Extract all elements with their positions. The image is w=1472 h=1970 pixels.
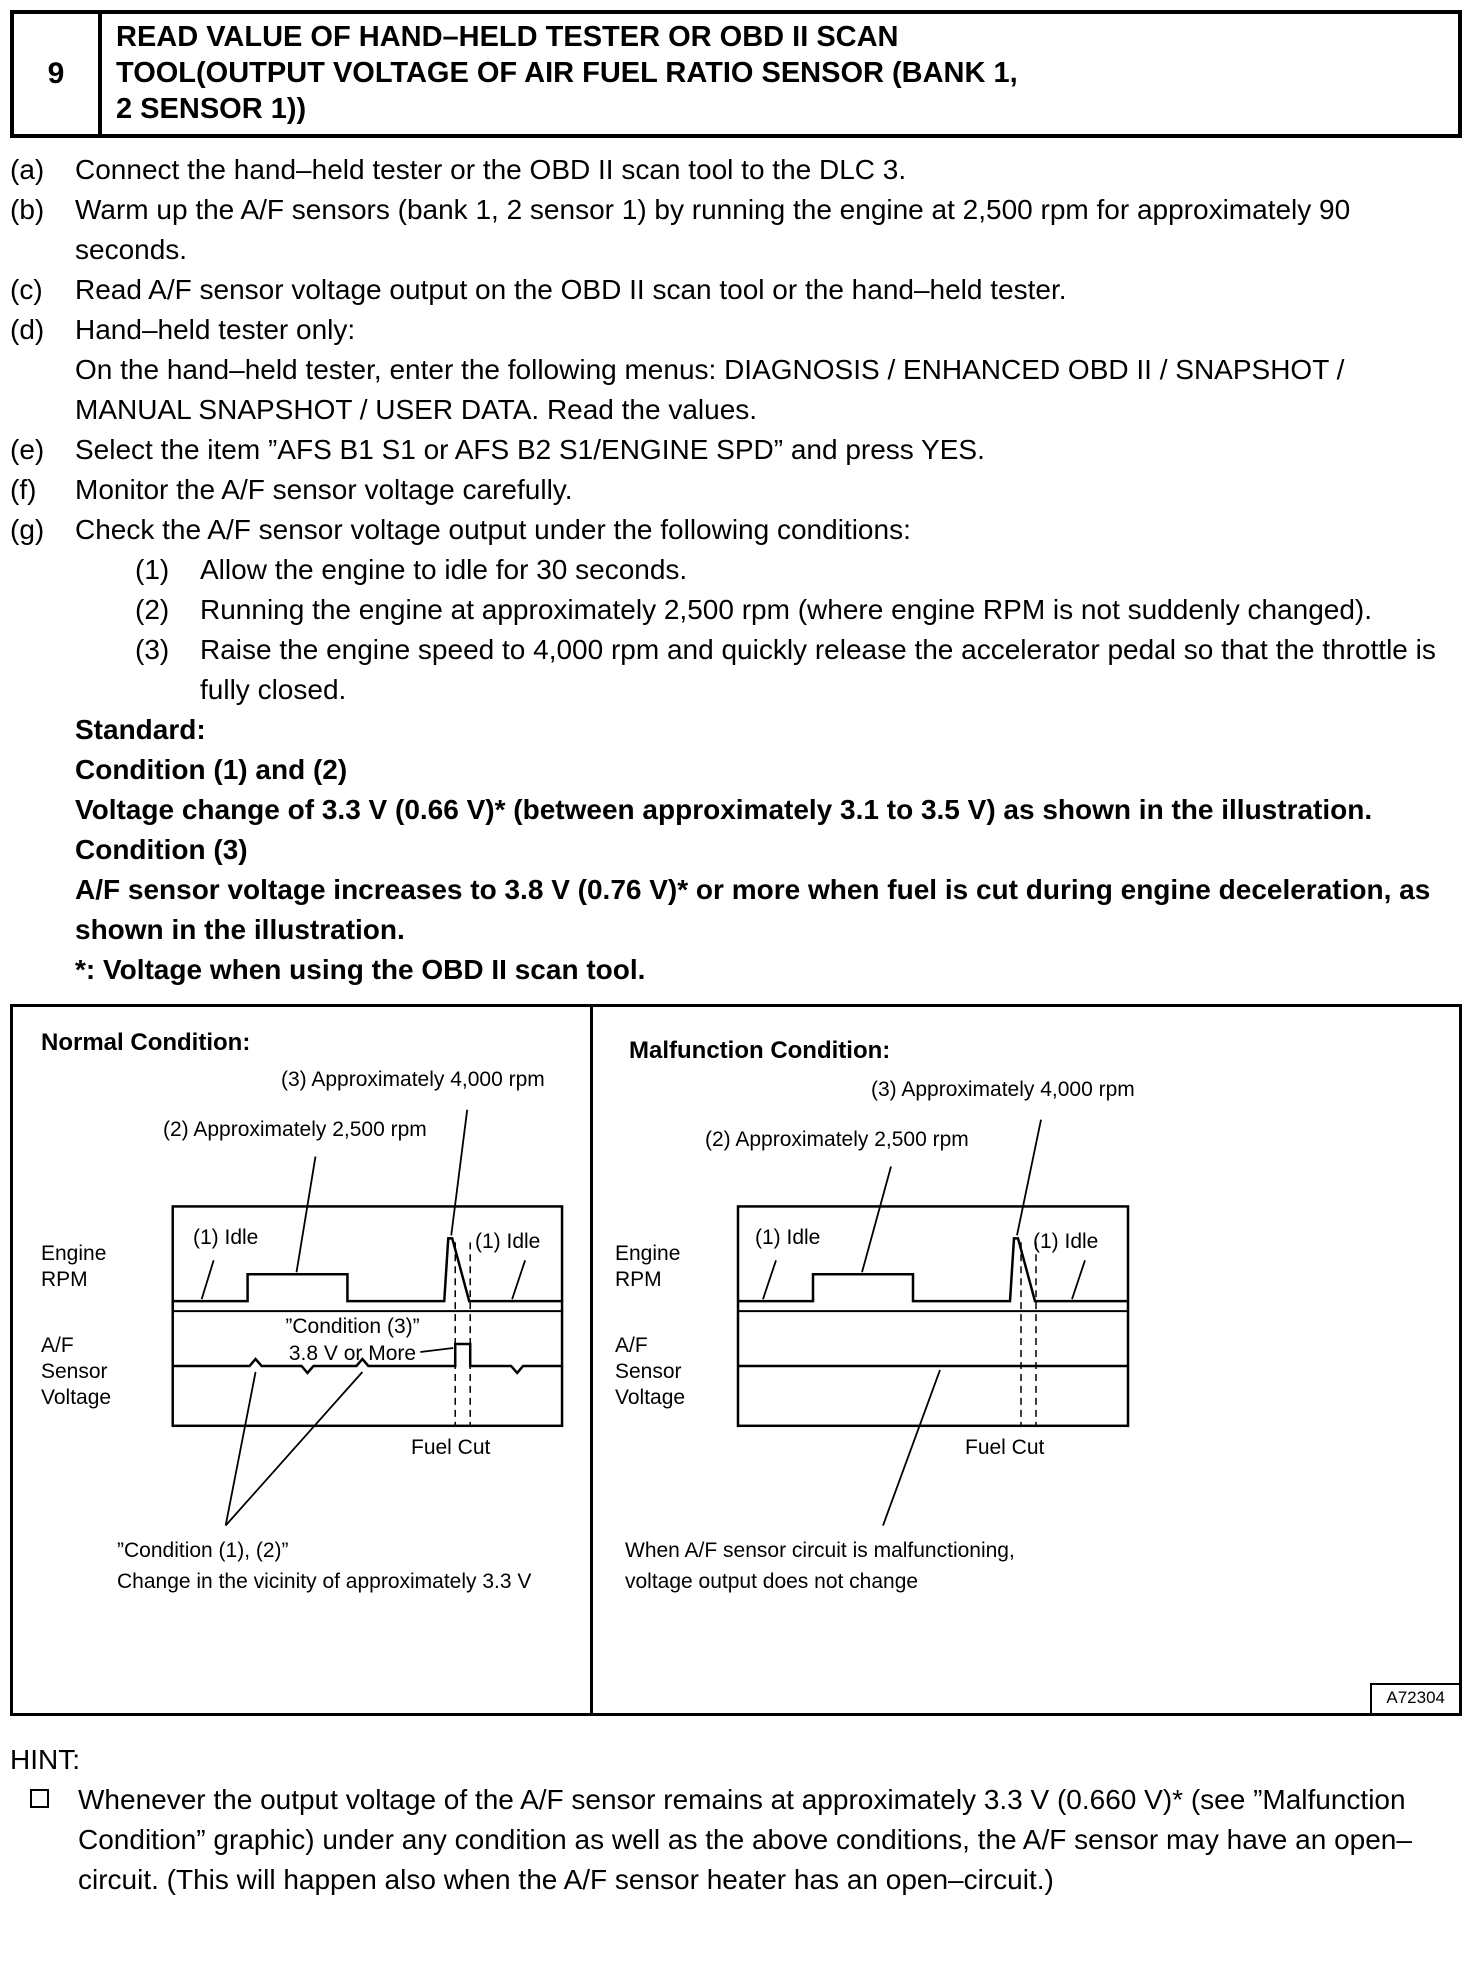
step-d-continuation: On the hand–held tester, enter the following menus: DIAGNOSIS / ENHANCED OBD II / SNAPSHOT / MANUAL SNAPSHOT / USER DATA. Read the values. [75,354,1345,425]
step-label: (g) [10,514,45,545]
condition12-note [117,1535,531,1597]
rpm-2500-label: (2) Approximately 2,500 rpm [163,1118,427,1141]
malfunction-note-line2: voltage output does not change [625,1570,919,1593]
af-voltage-axis-label: A/F Sensor Voltage [41,1334,112,1409]
figure-code: A72304 [1370,1683,1459,1713]
leader-idle-right [1072,1260,1085,1299]
condition12-note-line2: Change in the vicinity of approximately 3.3 V [117,1570,532,1593]
standard-condition3-label: Condition (3) [75,834,248,865]
step-g [10,510,1462,550]
normal-condition-panel [13,1007,593,1713]
leader-idle-left [763,1260,776,1299]
hint-item [10,1780,1462,1900]
hint-text: Whenever the output voltage of the A/F sensor remains at approximately 3.3 V (0.660 V)* (see ”Malfunction Condition” graphic) under any condition as well as the above conditions, the A/F sensor may have an open–circuit. (This will happen also when the A/F sensor heater has an open–circuit.) [78,1784,1412,1895]
hint-section [10,1740,1462,1900]
fuel-cut-label: Fuel Cut [411,1436,491,1459]
leader-idle-right [512,1260,525,1299]
step-d [10,310,1462,350]
panel-title: Normal Condition: [41,1029,251,1056]
step-text: Hand–held tester only: [75,314,356,345]
idle-left-label: (1) Idle [193,1226,259,1249]
condition-3 [135,630,1462,710]
condition3-callout [265,1313,440,1367]
condition12-note-line1: ”Condition (1), (2)” [117,1539,289,1562]
standard-condition12-text: Voltage change of 3.3 V (0.66 V)* (between approximately 3.1 to 3.5 V) as shown in the illustration. [75,794,1373,825]
rpm-4000-label: (3) Approximately 4,000 rpm [871,1078,1135,1101]
hint-bullet-square [30,1789,49,1808]
condition3-callout-line2: 3.8 V or More [288,1342,417,1365]
standard-block [75,710,1462,990]
step-a [10,150,1462,190]
idle-right-label: (1) Idle [1033,1230,1099,1253]
af-voltage-axis-label: A/F Sensor Voltage [615,1334,686,1409]
step-f [10,470,1462,510]
step-label: (c) [10,274,43,305]
step-text: Read A/F sensor voltage output on the OBD II scan tool or the hand–held tester. [75,274,1067,305]
step-b [10,190,1462,270]
step-label: (e) [10,434,45,465]
condition3-callout-line1: ”Condition (3)” [285,1315,420,1338]
rpm-2500-label: (2) Approximately 2,500 rpm [705,1128,969,1151]
step-label: (b) [10,194,45,225]
step-text: Check the A/F sensor voltage output under the following conditions: [75,514,911,545]
waveform-figure [10,1004,1462,1716]
step-label: (a) [10,154,45,185]
leader-4000-rpm [451,1110,467,1236]
step-label: (d) [10,314,45,345]
leader-note-2 [226,1372,363,1526]
malfunction-condition-panel [593,1007,1459,1713]
idle-left-label: (1) Idle [755,1226,821,1249]
idle-right-label: (1) Idle [475,1230,541,1253]
malfunction-waveform-drawing [593,1007,1459,1713]
step-text: Warm up the A/F sensors (bank 1, 2 sensor 1) by running the engine at 2,500 rpm for approximately 90 seconds. [75,194,1351,265]
engine-rpm-axis-label: Engine RPM [41,1242,107,1291]
substep-text: Allow the engine to idle for 30 seconds. [200,554,688,585]
leader-4000-rpm [1017,1120,1041,1236]
leader-2500-rpm [297,1157,316,1273]
malfunction-note-line1: When A/F sensor circuit is malfunctioning, [625,1539,1015,1562]
leader-malfunction-note [883,1370,940,1526]
substep-text: Running the engine at approximately 2,500 rpm (where engine RPM is not suddenly changed). [200,594,1373,625]
step-c [10,270,1462,310]
standard-condition3-text: A/F sensor voltage increases to 3.8 V (0.76 V)* or more when fuel is cut during engine deceleration, as shown in the illustration. [75,874,1431,945]
hint-heading: HINT: [10,1744,80,1775]
condition-2 [135,590,1462,630]
rpm-4000-label: (3) Approximately 4,000 rpm [281,1068,545,1091]
step-header [10,10,1462,138]
standard-condition12-label: Condition (1) and (2) [75,754,348,785]
leader-note-1 [226,1372,256,1526]
standard-footnote: *: Voltage when using the OBD II scan tool. [75,954,646,985]
step-title: READ VALUE OF HAND–HELD TESTER OR OBD II SCAN TOOL(OUTPUT VOLTAGE OF AIR FUEL RATIO SENSOR (BANK 1, 2 SENSOR 1)) [116,21,1018,125]
malfunction-note [625,1535,1015,1597]
condition-1 [135,550,1462,590]
substep-label: (1) [135,554,170,585]
procedure-list [10,150,1462,990]
leader-2500-rpm [862,1167,891,1273]
substep-text: Raise the engine speed to 4,000 rpm and quickly release the accelerator pedal so that the throttle is fully closed. [200,634,1436,705]
step-label: (f) [10,474,37,505]
step-e [10,430,1462,470]
step-text: Select the item ”AFS B1 S1 or AFS B2 S1/ENGINE SPD” and press YES. [75,434,985,465]
step-number: 9 [14,14,102,134]
leader-idle-left [202,1260,214,1299]
substep-label: (3) [135,634,170,665]
step-text: Monitor the A/F sensor voltage carefully. [75,474,573,505]
engine-rpm-axis-label: Engine RPM [615,1242,681,1291]
substep-label: (2) [135,594,170,625]
panel-title: Malfunction Condition: [629,1037,891,1064]
standard-heading: Standard: [75,714,206,745]
step-text: Connect the hand–held tester or the OBD II scan tool to the DLC 3. [75,154,907,185]
fuel-cut-label: Fuel Cut [965,1436,1045,1459]
